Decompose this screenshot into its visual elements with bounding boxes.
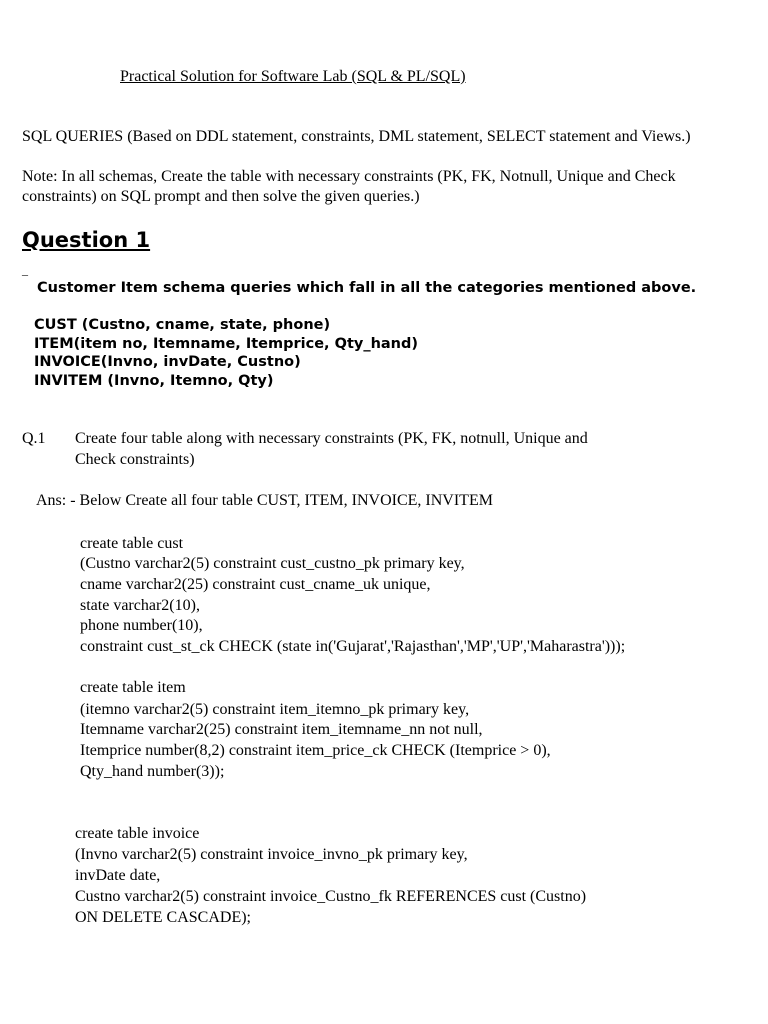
invoice-sql-line: Custno varchar2(5) constraint invoice_Custno_fk REFERENCES cust (Custno)	[75, 888, 587, 905]
question-text-line-1: Create four table along with necessary constraints (PK, FK, notnull, Unique and	[75, 430, 588, 447]
item-sql-line: create table item	[80, 679, 186, 696]
schema-line-item: ITEM(item no, Itemname, Itemprice, Qty_hand)	[34, 336, 419, 352]
cust-sql-line: phone number(10),	[80, 617, 203, 634]
item-sql-line: Itemprice number(8,2) constraint item_price_ck CHECK (Itemprice > 0),	[80, 742, 551, 759]
item-sql-line: (itemno varchar2(5) constraint item_itemno_pk primary key,	[80, 701, 470, 718]
cust-sql-line: cname varchar2(25) constraint cust_cname_uk unique,	[80, 576, 431, 593]
schema-line-invoice: INVOICE(Invno, invDate, Custno)	[34, 354, 301, 370]
invoice-sql-line: create table invoice	[75, 825, 200, 842]
answer-intro: Ans: - Below Create all four table CUST, ITEM, INVOICE, INVITEM	[36, 492, 493, 509]
question-heading: Question 1	[22, 228, 151, 252]
schema-intro: Customer Item schema queries which fall in all the categories mentioned above.	[37, 280, 697, 296]
note-line-1: Note: In all schemas, Create the table with necessary constraints (PK, FK, Notnull, Unique and Check	[22, 168, 676, 185]
question-number: Q.1	[22, 430, 46, 447]
cust-sql-line: constraint cust_st_ck CHECK (state in('Gujarat','Rajasthan','MP','UP','Maharastra')));	[80, 638, 626, 655]
cust-sql-line: state varchar2(10),	[80, 597, 200, 614]
note-line-2: constraints) on SQL prompt and then solve the given queries.)	[22, 188, 420, 205]
schema-line-cust: CUST (Custno, cname, state, phone)	[34, 317, 331, 333]
invoice-sql-line: ON DELETE CASCADE);	[75, 909, 251, 926]
invoice-sql-line: invDate date,	[75, 867, 161, 884]
intro-paragraph: SQL QUERIES (Based on DDL statement, constraints, DML statement, SELECT statement and Views.)	[22, 128, 691, 145]
cust-sql-line: create table cust	[80, 535, 184, 552]
cust-sql-line: (Custno varchar2(5) constraint cust_custno_pk primary key,	[80, 555, 465, 572]
document-title: Practical Solution for Software Lab (SQL & PL/SQL)	[120, 68, 466, 85]
invoice-sql-line: (Invno varchar2(5) constraint invoice_invno_pk primary key,	[75, 846, 468, 863]
schema-line-invitem: INVITEM (Invno, Itemno, Qty)	[34, 373, 274, 389]
question-text-line-2: Check constraints)	[75, 451, 195, 468]
item-sql-line: Itemname varchar2(25) constraint item_itemname_nn not null,	[80, 721, 483, 738]
item-sql-line: Qty_hand number(3));	[80, 763, 225, 780]
separator-dash: _	[22, 263, 28, 277]
